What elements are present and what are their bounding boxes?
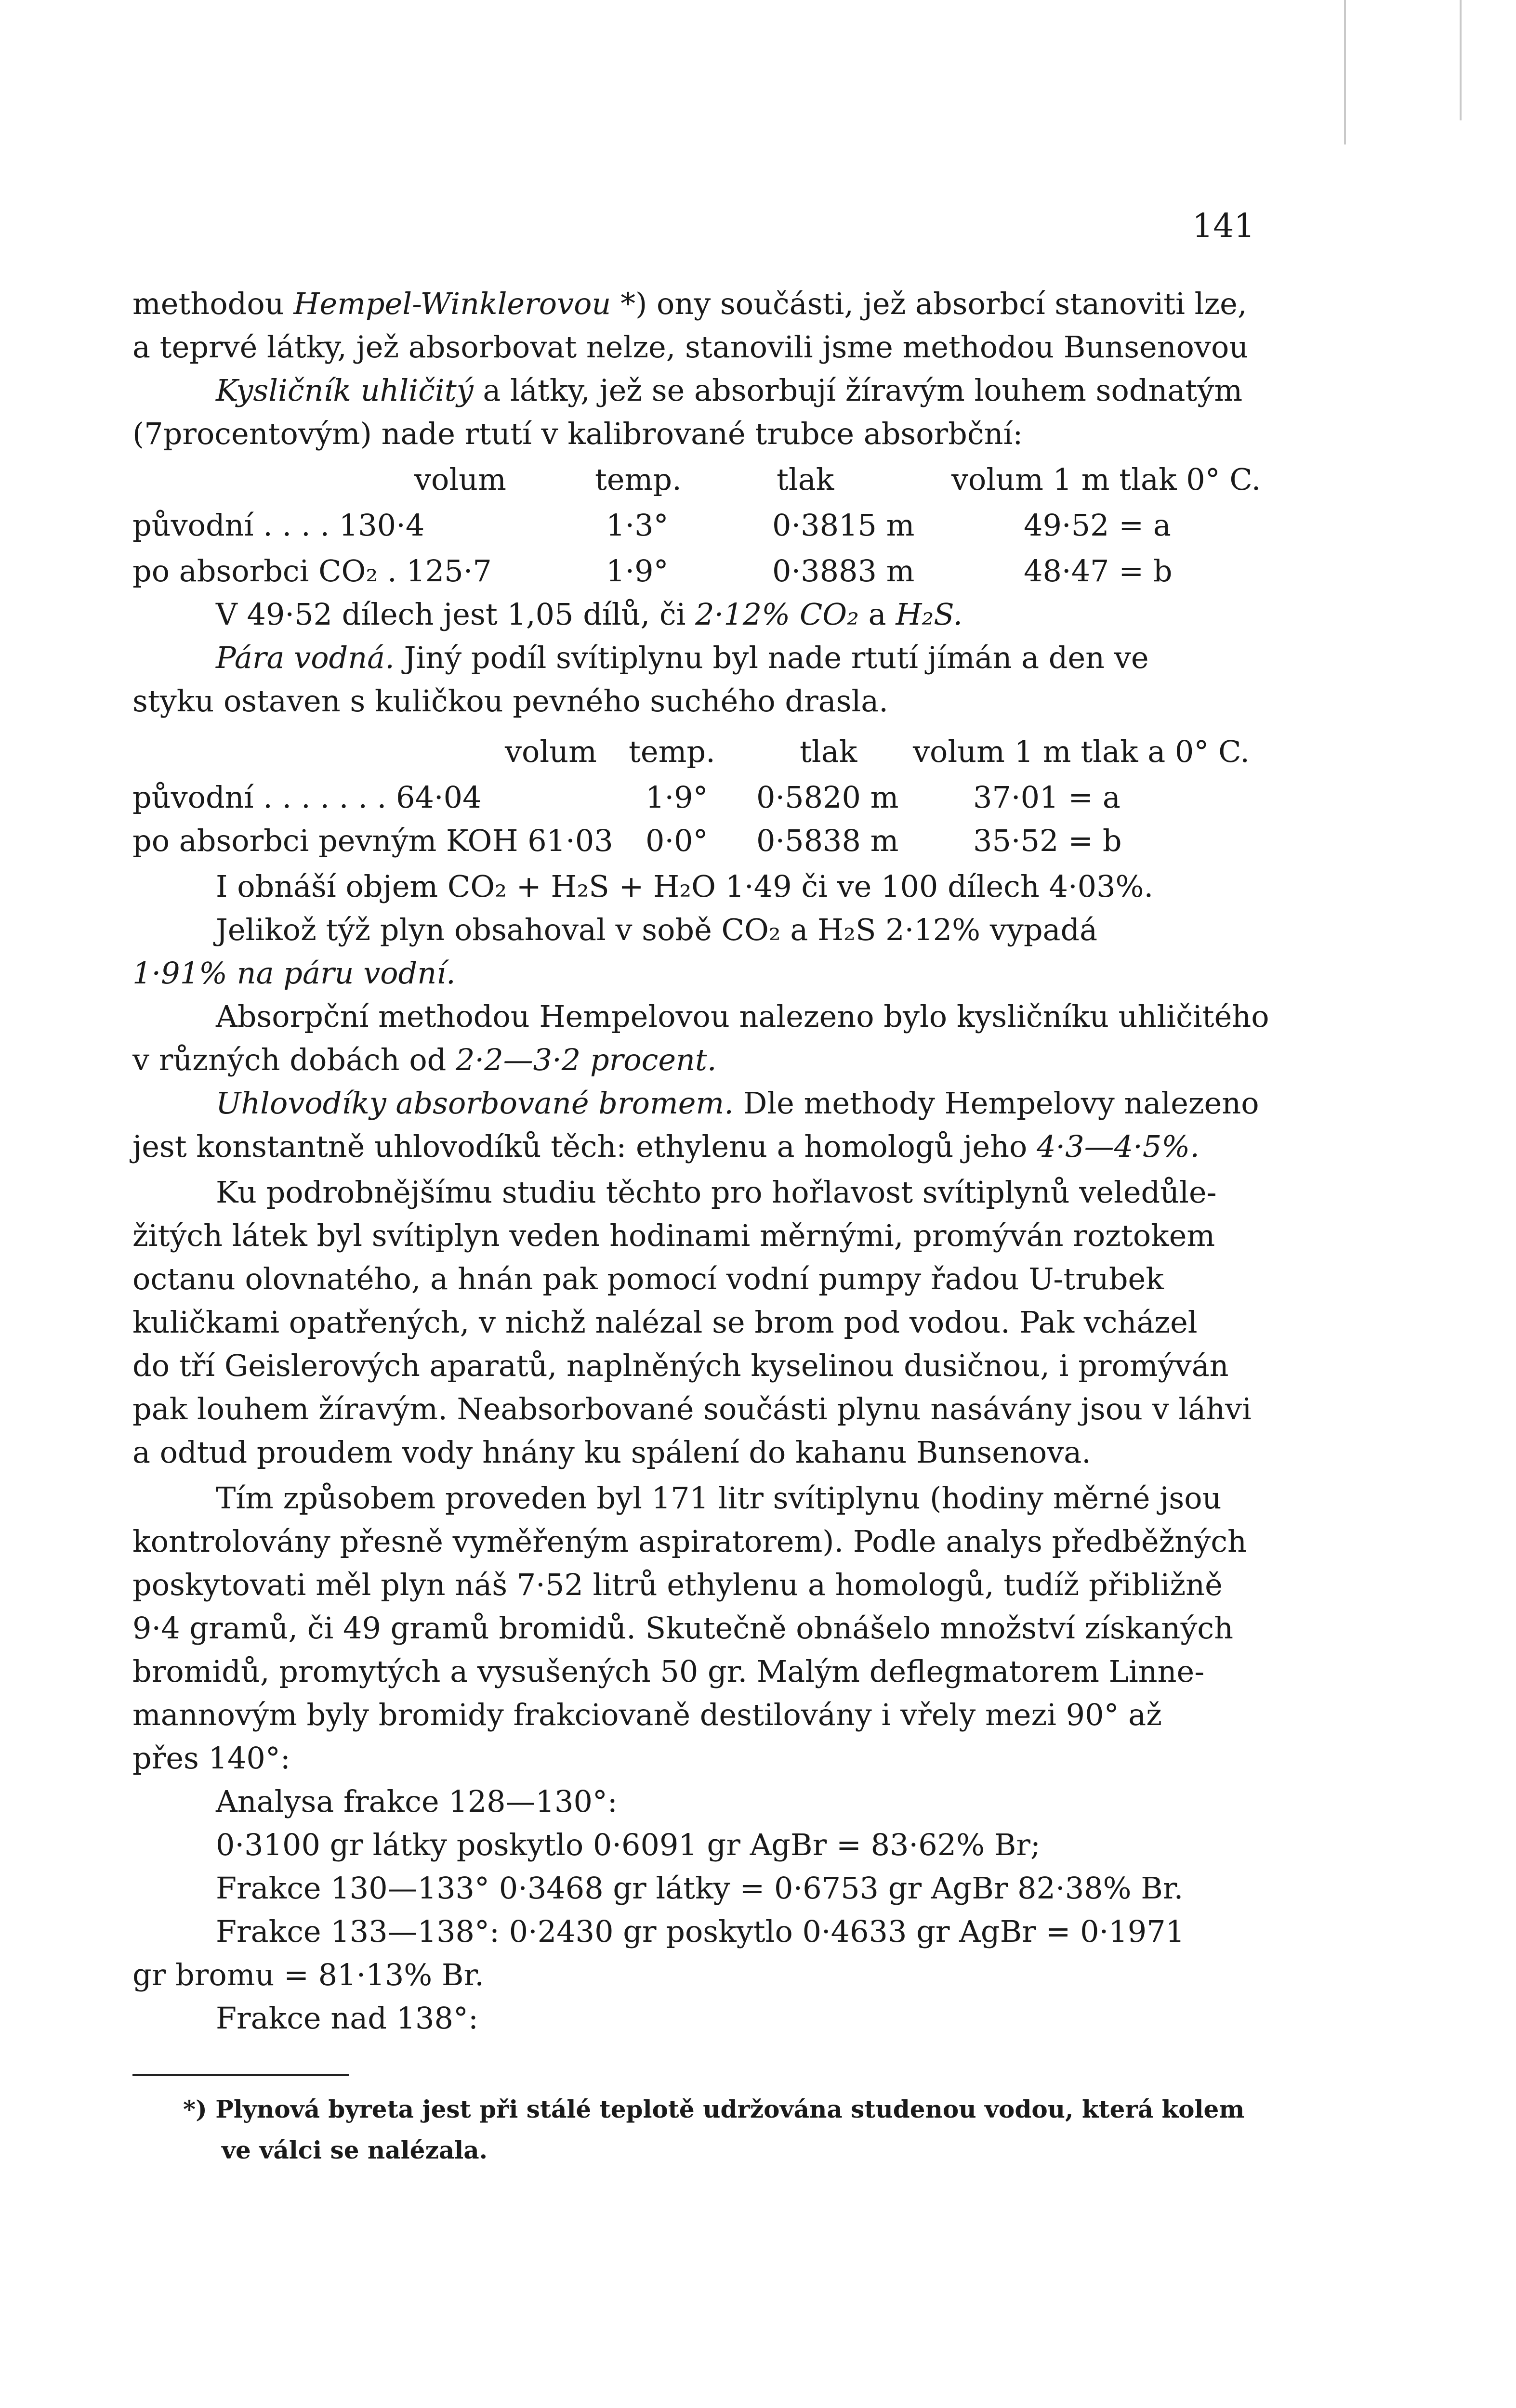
text-line: [216, 373, 1243, 408]
text-line: [132, 286, 1247, 321]
text-run: (7procentovým) nade rtutí v kalibrované trubce absorbční:: [132, 416, 1023, 451]
text-line: [132, 1305, 1198, 1340]
text-line: [132, 1610, 1234, 1646]
text-line: [216, 2001, 478, 2036]
table-cell: 0·5838 m: [756, 823, 899, 858]
text-run: Frakce nad 138°:: [216, 2001, 478, 2036]
table-header: volum 1 m tlak 0° C.: [951, 462, 1261, 497]
table-cell: 0·0°: [646, 823, 708, 858]
text-line: [216, 1914, 1185, 1949]
text-line: [216, 597, 963, 632]
italic-text-run: H₂S.: [896, 597, 963, 632]
text-run: Tím způsobem proveden byl 171 litr svítiplynu (hodiny měrné jsou: [216, 1480, 1222, 1516]
text-line: [216, 999, 1269, 1034]
text-line: [216, 1086, 1259, 1121]
table-cell: 1·9°: [606, 553, 669, 589]
text-run: a odtud proudem vody hnány ku spálení do kahanu Bunsenova.: [132, 1435, 1091, 1470]
italic-text-run: CO₂: [799, 597, 859, 632]
text-run: methodou: [132, 286, 294, 321]
text-run: 0·3100 gr látky poskytlo 0·6091 gr AgBr = 83·62% Br;: [216, 1827, 1041, 1862]
table-cell: 1·9°: [646, 780, 708, 815]
text-run: [790, 597, 800, 632]
text-line: [132, 955, 456, 991]
table-cell: 1·3°: [606, 508, 669, 543]
footnote-line: ve válci se nalézala.: [222, 2136, 488, 2164]
italic-text-run: Uhlovodíky absorbované bromem.: [216, 1086, 734, 1121]
table-row-label: po absorbci pevným KOH 61·03: [132, 823, 613, 858]
italic-text-run: 1·91% na páru vodní.: [132, 955, 456, 991]
table-header: tlak: [800, 734, 857, 769]
text-line: [132, 1524, 1247, 1559]
italic-text-run: 2·12%: [695, 597, 791, 632]
text-line: [216, 1784, 618, 1819]
text-run: Absorpční methodou Hempelovou nalezeno bylo kysličníku uhličitého: [216, 999, 1269, 1034]
table-cell: 0·3815 m: [772, 508, 915, 543]
text-run: pak louhem žíravým. Neabsorbované součásti plynu nasávány jsou v láhvi: [132, 1391, 1252, 1426]
text-line: [132, 416, 1023, 451]
text-run: styku ostaven s kuličkou pevného suchého drasla.: [132, 683, 888, 719]
text-run: kontrolovány přesně vyměřeným aspiratorem). Podle analys předběžných: [132, 1524, 1247, 1559]
table-cell: 48·47 = b: [1024, 553, 1173, 589]
text-line: [132, 1391, 1252, 1426]
text-run: Jelikož týž plyn obsahoval v sobě CO₂ a H₂S 2·12% vypadá: [216, 912, 1098, 947]
text-line: [216, 1175, 1217, 1210]
text-run: a látky, jež se absorbují žíravým louhem sodnatým: [473, 373, 1243, 408]
italic-text-run: Kysličník uhličitý: [216, 373, 474, 408]
text-run: mannovým byly bromidy frakciovaně destilovány i vřely mezi 90° až: [132, 1697, 1162, 1732]
text-run: a teprvé látky, jež absorbovat nelze, stanovili jsme methodou Bunsenovou: [132, 329, 1249, 365]
table-cell: 0·3883 m: [772, 553, 915, 589]
text-run: octanu olovnatého, a hnán pak pomocí vodní pumpy řadou U-trubek: [132, 1261, 1164, 1296]
italic-text-run: Pára vodná.: [216, 640, 395, 675]
text-line: [132, 1129, 1200, 1164]
text-line: [132, 1654, 1205, 1689]
table-header: tlak: [777, 462, 834, 497]
footnote-separator: [132, 2074, 349, 2076]
text-run: *) ony součásti, jež absorbcí stanoviti lze,: [611, 286, 1247, 321]
text-line: [132, 1348, 1229, 1383]
text-run: poskytovati měl plyn náš 7·52 litrů ethylenu a homologů, tudíž přibližně: [132, 1567, 1223, 1602]
text-line: [216, 1827, 1041, 1862]
table-cell: 37·01 = a: [973, 780, 1121, 815]
text-run: a: [858, 597, 896, 632]
table-cell: 49·52 = a: [1024, 508, 1171, 543]
text-line: [132, 1261, 1164, 1296]
text-line: [132, 1957, 484, 1992]
text-run: V 49·52 dílech jest 1,05 dílů, či: [216, 597, 696, 632]
text-line: [132, 1042, 717, 1077]
text-line: [216, 1871, 1184, 1906]
italic-text-run: 2·2—3·2 procent.: [456, 1042, 717, 1077]
table-header: volum 1 m tlak a 0° C.: [913, 734, 1250, 769]
table-header: temp.: [595, 462, 682, 497]
italic-text-run: 4·3—4·5%.: [1037, 1129, 1200, 1164]
text-run: Frakce 133—138°: 0·2430 gr poskytlo 0·4633 gr AgBr = 0·1971: [216, 1914, 1185, 1949]
scan-edge-line: [1344, 0, 1346, 144]
text-line: [132, 1741, 290, 1776]
table-cell: 0·5820 m: [756, 780, 899, 815]
italic-text-run: Hempel-Winklerovou: [293, 286, 611, 321]
text-line: [216, 869, 1154, 904]
text-line: [216, 912, 1098, 947]
scan-edge-line: [1460, 0, 1462, 120]
text-line: [132, 329, 1249, 365]
text-run: Jiný podíl svítiplynu byl nade rtutí jímán a den ve: [394, 640, 1149, 675]
text-run: 9·4 gramů, či 49 gramů bromidů. Skutečně obnášelo množství získaných: [132, 1610, 1234, 1646]
text-run: Frakce 130—133° 0·3468 gr látky = 0·6753 gr AgBr 82·38% Br.: [216, 1871, 1184, 1906]
text-line: [132, 1567, 1223, 1602]
table-header: volum: [414, 462, 506, 497]
text-run: v různých dobách od: [132, 1042, 456, 1077]
table-row-label: po absorbci CO₂ . 125·7: [132, 553, 492, 589]
text-run: přes 140°:: [132, 1741, 290, 1776]
text-line: [216, 1480, 1222, 1516]
text-run: do tří Geislerových aparatů, naplněných kyselinou dusičnou, i promýván: [132, 1348, 1229, 1383]
text-run: Dle methody Hempelovy nalezeno: [733, 1086, 1259, 1121]
text-run: Ku podrobnějšímu studiu těchto pro hořlavost svítiplynů veledůle-: [216, 1175, 1217, 1210]
page-number: 141: [1192, 207, 1255, 245]
table-header: volum: [505, 734, 597, 769]
footnote-line: *) Plynová byreta jest při stálé teplotě udržována studenou vodou, která kolem: [183, 2095, 1245, 2123]
table-row-label: původní . . . . . . . 64·04: [132, 780, 482, 815]
table-row-label: původní . . . . 130·4: [132, 508, 425, 543]
table-header: temp.: [629, 734, 715, 769]
text-line: [132, 683, 888, 719]
text-run: gr bromu = 81·13% Br.: [132, 1957, 484, 1992]
text-run: I obnáší objem CO₂ + H₂S + H₂O 1·49 či ve 100 dílech 4·03%.: [216, 869, 1154, 904]
table-cell: 35·52 = b: [973, 823, 1122, 858]
text-line: [132, 1697, 1162, 1732]
text-run: žitých látek byl svítiplyn veden hodinami měrnými, promýván roztokem: [132, 1218, 1215, 1253]
text-run: jest konstantně uhlovodíků těch: ethylenu a homologů jeho: [132, 1129, 1037, 1164]
text-line: [216, 640, 1149, 675]
text-run: Analysa frakce 128—130°:: [216, 1784, 618, 1819]
text-run: bromidů, promytých a vysušených 50 gr. Malým deflegmatorem Linne-: [132, 1654, 1205, 1689]
text-line: [132, 1218, 1215, 1253]
text-line: [132, 1435, 1091, 1470]
text-run: kuličkami opatřených, v nichž nalézal se brom pod vodou. Pak vcházel: [132, 1305, 1198, 1340]
